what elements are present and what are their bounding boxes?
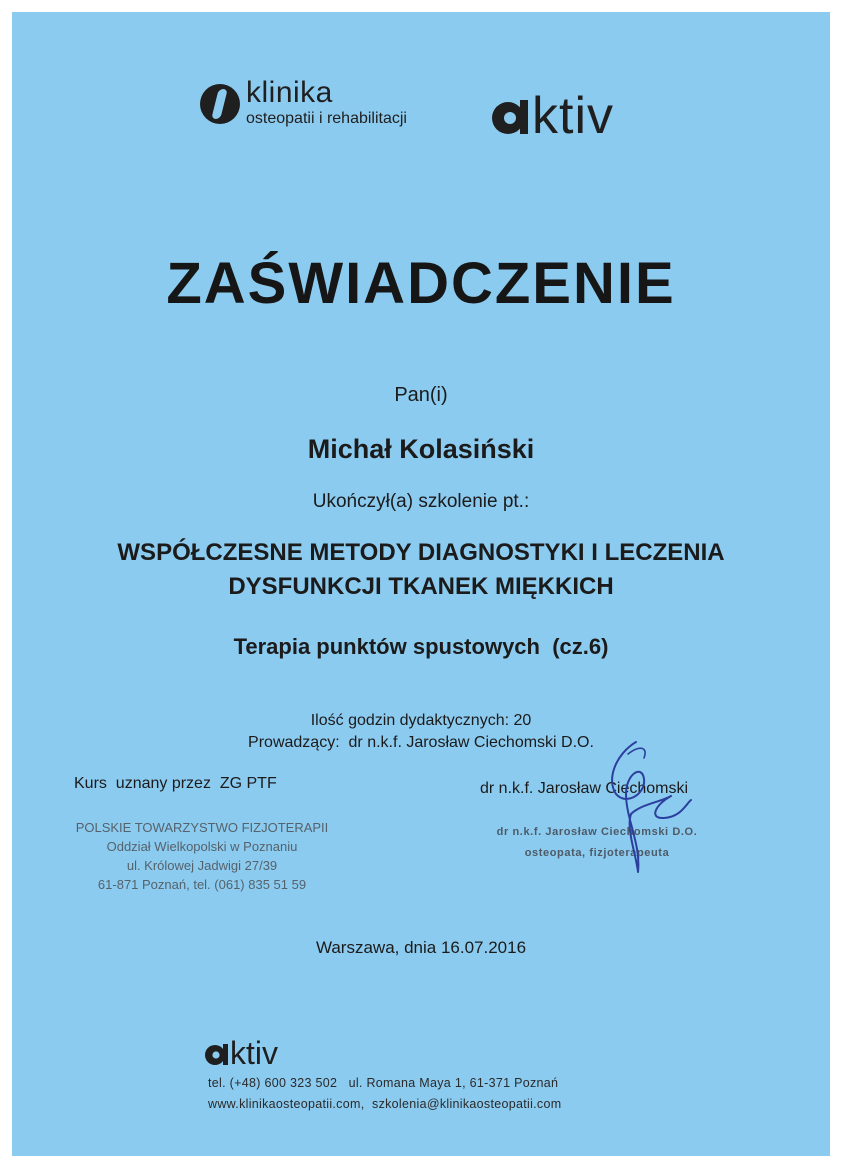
ptf-stamp	[52, 818, 352, 894]
svg-text:ktiv: ktiv	[532, 87, 614, 144]
recognized-by: Kurs uznany przez ZG PTF	[74, 775, 277, 792]
svg-text:ktiv: ktiv	[230, 1035, 278, 1070]
place-date: Warszawa, dnia 16.07.2016	[315, 938, 527, 957]
klinika-logo-name: klinika	[246, 76, 333, 109]
completed-text: Ukończył(a) szkolenie pt.:	[312, 491, 530, 512]
salutation: Pan(i)	[394, 384, 448, 406]
ptf-stamp-line4: 61-871 Poznań, tel. (061) 835 51 59	[97, 877, 307, 892]
ptf-stamp-line3: ul. Królowej Jadwigi 27/39	[126, 858, 278, 873]
handwritten-signature	[586, 734, 706, 884]
doctor-stamp-line1: dr n.k.f. Jarosław Ciechomski D.O.	[496, 826, 698, 838]
didactic-hours: Ilość godzin dydaktycznych: 20	[310, 712, 532, 729]
footer-aktiv-logo-graphic	[202, 1026, 312, 1070]
signer-name: dr n.k.f. Jarosław Ciechomski	[480, 780, 689, 797]
doctor-stamp-line2: osteopata, fizjoterapeuta	[524, 847, 670, 859]
instructor: Prowadzący: dr n.k.f. Jarosław Ciechomski D.O.	[248, 734, 594, 751]
footer-contact: tel. (+48) 600 323 502 ul. Romana Maya 1, 61-371 Poznań	[208, 1076, 559, 1090]
footer-aktiv-logo	[202, 1026, 312, 1075]
aktiv-logo-graphic	[486, 74, 656, 144]
certificate-title: ZAŚWIADCZENIE	[166, 251, 676, 316]
recipient-name: Michał Kolasiński	[307, 434, 535, 464]
certificate-sheet	[12, 12, 830, 1156]
course-topic: Terapia punktów spustowych (cz.6)	[233, 634, 609, 659]
aktiv-logo	[486, 74, 686, 144]
course-title-line1: WSPÓŁCZESNE METODY DIAGNOSTYKI I LECZENIA	[117, 539, 725, 566]
klinika-logo	[200, 76, 460, 136]
klinika-logo-tagline: osteopatii i rehabilitacji	[246, 110, 407, 127]
footer-web: www.klinikaosteopatii.com, szkolenia@klinikaosteopatii.com	[208, 1097, 562, 1111]
ptf-stamp-line2: Oddział Wielkopolski w Poznaniu	[106, 839, 298, 854]
klinika-logo-mark	[200, 84, 240, 124]
course-title-line2: DYSFUNKCJI TKANEK MIĘKKICH	[228, 573, 614, 600]
ptf-stamp-line1: POLSKIE TOWARZYSTWO FIZJOTERAPII	[75, 820, 329, 835]
